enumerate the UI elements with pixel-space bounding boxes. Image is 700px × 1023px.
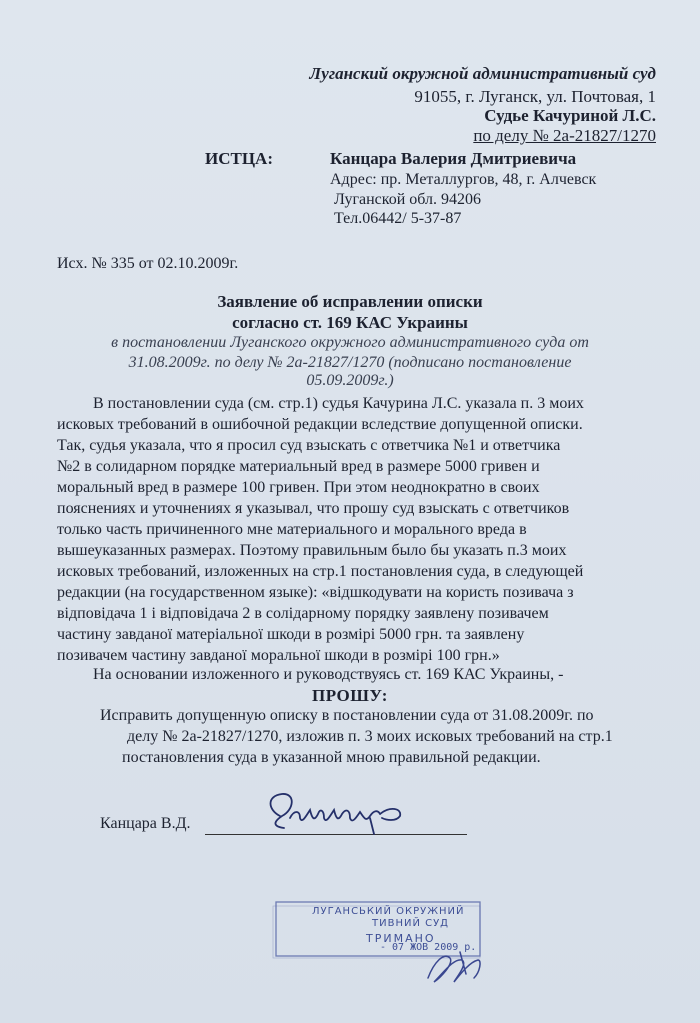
stamp-line2: ТИВНИЙ СУД [372, 918, 449, 929]
court-name: Луганский окружной административный суд [309, 64, 656, 83]
court-address: 91055, г. Луганск, ул. Почтовая, 1 [414, 87, 656, 106]
body-line: исковых требований, изложенных на стр.1 постановления суда, в следующей [57, 563, 584, 580]
prayer-heading: ПРОШУ: [312, 686, 388, 705]
body-line: позивачем частину завданої моральної шкоди в розмірі 100 грн.» [57, 647, 500, 664]
document-title-line1: Заявление об исправлении описки [217, 292, 483, 311]
plaintiff-phone: Тел.06442/ 5-37-87 [334, 210, 462, 227]
body-line: №2 в солидарном порядке материальный вред в размере 5000 гривен и [57, 458, 540, 475]
request-line: Исправить допущенную описку в постановлении суда от 31.08.2009г. по [100, 707, 594, 724]
body-line: відповідача 1 і відповідача 2 в солідарному порядку заявлену позивачем [57, 605, 549, 622]
judge-name: Судье Качуриной Л.С. [484, 106, 656, 125]
case-reference: по делу № 2а-21827/1270 [473, 126, 656, 145]
body-line: В постановлении суда (см. стр.1) судья Качурина Л.С. указала п. 3 моих [93, 395, 584, 412]
plaintiff-address-line1: Адрес: пр. Металлургов, 48, г. Алчевск [330, 171, 597, 188]
stamp-line3: ТРИМАНО [366, 932, 436, 945]
subtitle-line3: 05.09.2009г.) [306, 372, 394, 389]
body-line: только часть причиненного мне материального и морального вреда в [57, 521, 527, 538]
outgoing-number: Исх. № 335 от 02.10.2009г. [57, 255, 239, 272]
body-line: моральный вред в размере 100 гривен. При этом неоднократно в своих [57, 479, 540, 496]
plaintiff-address-line2: Луганской обл. 94206 [334, 191, 482, 208]
subtitle-line1: в постановлении Луганского окружного административного суда от [111, 334, 589, 351]
stamp-initials-signature [420, 938, 490, 988]
body-line: частину завданої матеріальної шкоди в розмірі 5000 грн. та заявлену [57, 626, 525, 643]
subtitle-line2: 31.08.2009г. по делу № 2а-21827/1270 (подписано постановление [128, 354, 572, 371]
request-line: делу № 2а-21827/1270, изложив п. 3 моих исковых требований на стр.1 [127, 728, 613, 745]
document-title-line2: согласно ст. 169 КАС Украины [232, 313, 468, 332]
stamp-line1: ЛУГАНСЬКИЙ ОКРУЖНИЙ [312, 906, 465, 917]
body-line: Так, судья указала, что я просил суд взыскать с ответчика №1 и ответчика [57, 437, 561, 454]
plaintiff-name: Канцара Валерия Дмитриевича [330, 149, 577, 168]
stamp-date: - 07 ЖОВ 2009 р. [380, 942, 477, 953]
signatory-name: Канцара В.Д. [100, 815, 191, 832]
request-line: постановления суда в указанной мною правильной редакции. [122, 749, 541, 766]
plaintiff-label: ИСТЦА: [205, 149, 273, 168]
body-line: исковых требований в ошибочной редакции вследствие допущенной описки. [57, 416, 583, 433]
body-line: На основании изложенного и руководствуясь ст. 169 КАС Украины, - [93, 666, 564, 683]
body-line: редакции (на государственном языке): «відшкодувати на користь позивача з [57, 584, 574, 601]
body-line: пояснениях и уточнениях я указывал, что прошу суд взыскать с ответчиков [57, 500, 570, 517]
handwritten-signature [250, 788, 420, 838]
body-line: вышеуказанных размерах. Поэтому правильным было бы указать п.3 моих [57, 542, 567, 559]
